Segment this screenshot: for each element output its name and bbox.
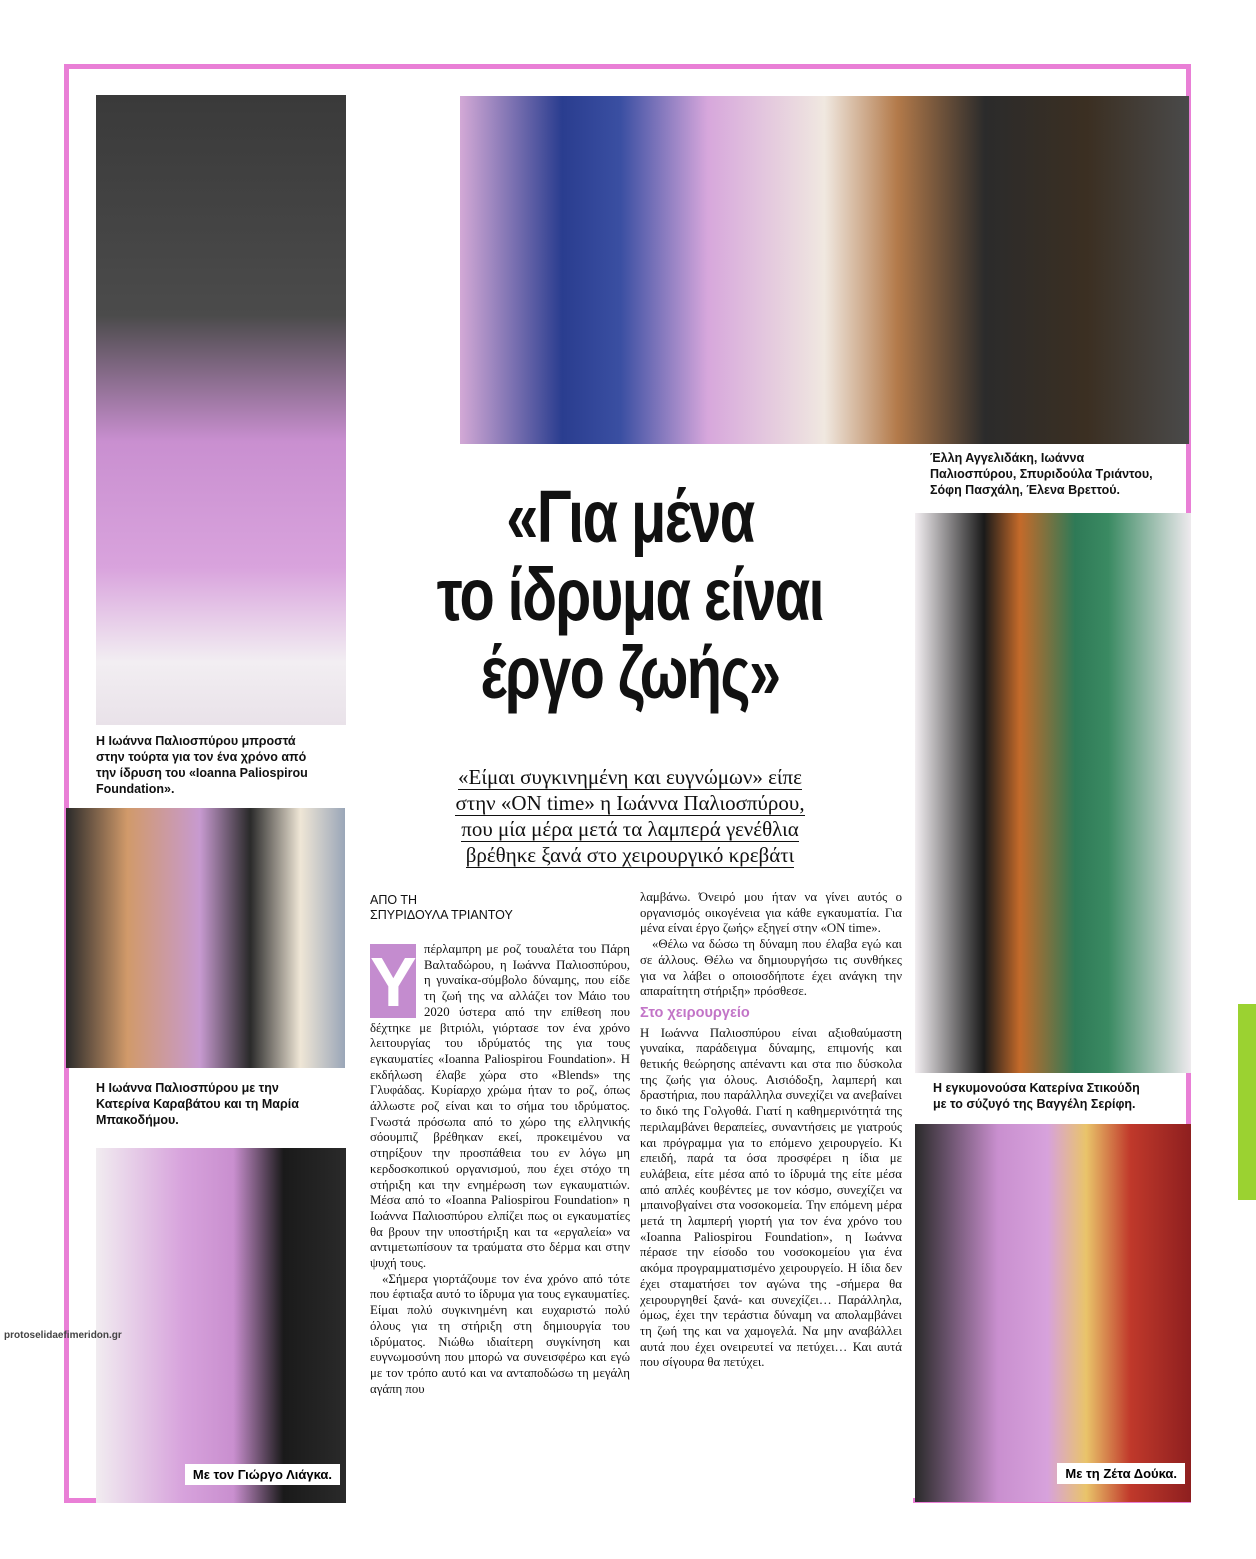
paragraph: «Θέλω να δώσω τη δύναμη που έλαβα εγώ και σε άλλους. Θέλω να δημιουργήσω τις συνθήκες για να λάβει ο οποιοσδήποτε έχει ανάγκη την απαραίτητη στήριξη» πρόσθεσε. xyxy=(640,937,902,999)
headline: «Για μένα το ίδρυμα είναι έργο ζωής» xyxy=(436,475,824,714)
caption-liagas: Με τον Γιώργο Λιάγκα. xyxy=(185,1464,340,1485)
dropcap: Υ xyxy=(370,943,417,1021)
section-title: Στο χειρουργείο xyxy=(640,1004,750,1021)
caption-group-photo: Έλλη Αγγελιδάκη, Ιωάννα Παλιοσπύρου, Σπυριδούλα Τριάντου, Σόφη Πασχάλη, Έλενα Βρεττού. xyxy=(930,451,1153,497)
photo-couple xyxy=(915,513,1191,1073)
article-column-2 xyxy=(640,890,902,1502)
paragraph: «Σήμερα γιορτάζουμε τον ένα χρόνο από τότε που έφτιαξα αυτό το ίδρυμα για τους εγκαυματίες. Είμαι πολύ συγκινημένη και ευχαριστώ πολύ όλους για τη στήριξη στη δημιουργία του ιδρύματος. Νιώθω ιδιαίτερη συγκίνηση και ευγνωμοσύνη που μπορώ να συνεισφέρω και εγώ με τον τρόπο αυτό και να ανταποδώσω τη μεγάλη αγάπη που xyxy=(370,1271,630,1396)
photo-ioanna-cake xyxy=(96,95,346,725)
caption-main-photo: Η Ιωάννα Παλιοσπύρου μπροστά στην τούρτα για τον ένα χρόνο από την ίδρυση του «Ioanna Paliospirou Foundation». xyxy=(96,734,308,796)
paragraph: πέρλαμπρη με ροζ τουαλέτα του Πάρη Βαλταδώρου, η Ιωάννα Παλιοσπύρου, η γυναίκα-σύμβολο δύναμης, που είδε τη ζωή της να αλλάζει τον Μάιο του 2020 ύστερα από την επίθεση που δέχτηκε με βιτριόλι, γιόρτασε τον ένα χρόνο λειτουργίας του ιδρύματός της για τους εγκαυματίες «Ioanna Paliospirou Foundation». Η εκδήλωση έλαβε χώρα στο «Blends» της Γλυφάδας. Κυρίαρχο χρώμα ήταν το ροζ, όπως άλλωστε ροζ είναι και το σήμα του ιδρύματος. Γνωστά πρόσωπα από το χώρο της ελληνικής σόουμπιζ βρέθηκαν εκεί, προκειμένου να στηρίξουν την προσπάθεια του εν λόγω μη κερδοσκοπικού οργανισμού, που έχει στόχο τη στήριξη και την ενημέρωση των εγκαυματιών. Μέσα από το «Ioanna Paliospirou Foundation» η Ιωάννα Παλιοσπύρου ελπίζει πως οι εγκαυματίες θα βρουν την υποστήριξη και τα «εργαλεία» να αντιμετωπίσουν τα τραύματα στο δέρμα και στην ψυχή τους. xyxy=(370,942,630,1271)
photo-three-women xyxy=(66,808,345,1068)
watermark: protoselidaefimeridon.gr xyxy=(4,1330,122,1341)
caption-couple: Η εγκυμονούσα Κατερίνα Στικούδη με το σύζυγό της Βαγγέλη Σερίφη. xyxy=(933,1081,1140,1111)
subheadline: «Είμαι συγκινημένη και ευγνώμων» είπε στην «ON time» η Ιωάννα Παλιοσπύρου, που μία μέρα μετά τα λαμπερά γενέθλια βρέθηκε ξανά στο χειρουργικό κρεβάτι xyxy=(455,765,805,867)
green-page-tab xyxy=(1238,1004,1256,1200)
paragraph: λαμβάνω. Όνειρό μου ήταν να γίνει αυτός ο οργανισμός οικογένεια για κάθε εγκαυματία. Για μένα είναι έργο ζωής» εξηγεί στην «ON time». xyxy=(640,890,902,936)
paragraph: Η Ιωάννα Παλιοσπύρου είναι αξιοθαύμαστη γυναίκα, παράδειγμα δύναμης, επιμονής και θετικής θεώρησης απέναντι και στα πιο δύσκολα της ζωής για όλους. Αισιόδοξη, λαμπερή και δραστήρια, που παράλληλα συνεχίζει να ανεβαίνει το δικό της Γολγοθά. Γιατί η καθημερινότητά της περιλαμβάνει θεραπείες, συναντήσεις με γιατρούς και πρόγραμμα για το επόμενο χειρουργείο. Κι επειδή, παρά τα όσα προσφέρει η ίδια με ευλάβεια, είτε μέσα από το ίδρυμά της είτε μέσα από απλές κουβέντες με τον κόσμο, συνεχίζει να μπαινοβγαίνει στα νοσοκομεία. Την επόμενη μέρα μετά τη λαμπερή γιορτή για τον ένα χρόνο του «Ioanna Paliospirou Foundation», η Ιωάννα πέρασε την είσοδο του νοσοκομείου για ένα ακόμα προγραμματισμένο χειρουργείο. Η ίδια δεν έχει σταματήσει τον αγώνα της -σήμερα θα χειρουργηθεί ξανά- και συνεχίζει… Παράλληλα, όμως, έχει την τεράστια δύναμη να απολαμβάνει τη ζωή της και να χαμογελά. Να μην αναβάλλει αυτά που έχει ονειρευτεί να πετύχει… Και αυτά που σίγουρα θα πετύχει. xyxy=(640,1025,902,1370)
byline: ΑΠΟ ΤΗ ΣΠΥΡΙΔΟΥΛΑ ΤΡΙΑΝΤΟΥ xyxy=(370,893,513,922)
article-column-1 xyxy=(370,942,630,1502)
photo-with-liagas xyxy=(96,1148,346,1503)
caption-douka: Με τη Ζέτα Δούκα. xyxy=(1057,1463,1185,1484)
caption-three-women: Η Ιωάννα Παλιοσπύρου με την Κατερίνα Καραβάτου και τη Μαρία Μπακοδήμου. xyxy=(96,1081,299,1127)
photo-group-five-women xyxy=(460,96,1189,444)
photo-with-douka xyxy=(915,1124,1191,1502)
